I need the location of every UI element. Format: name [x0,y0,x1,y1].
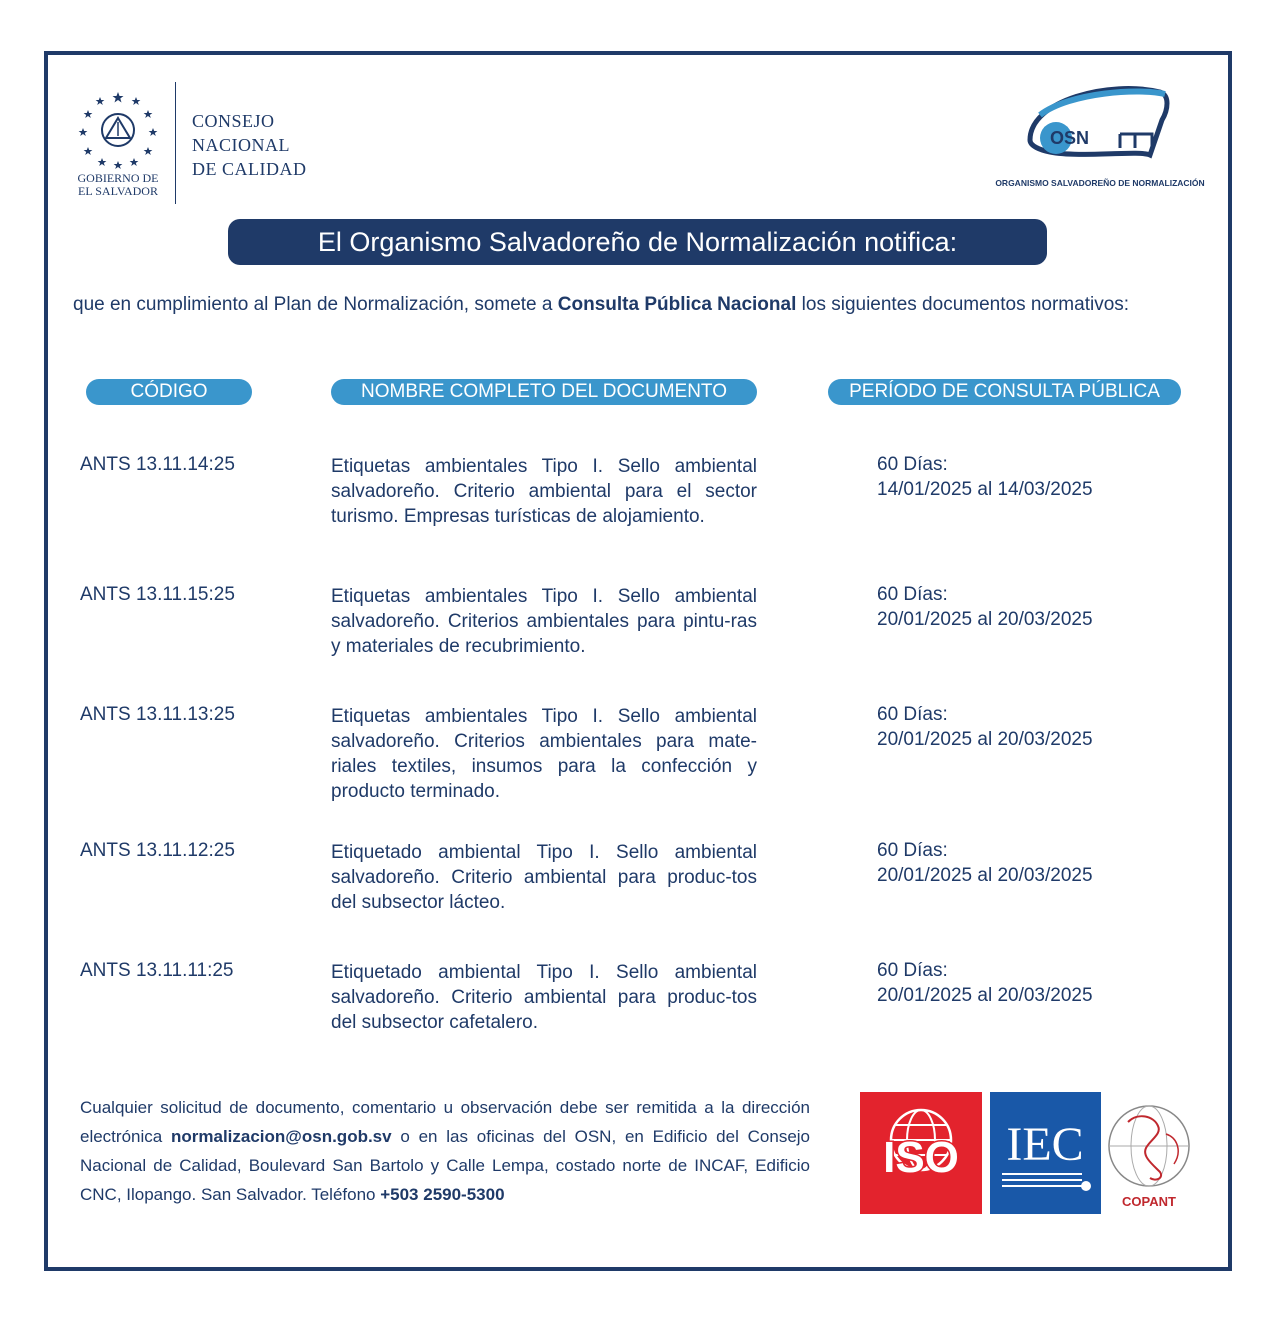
osn-logo-text: OSN [1050,128,1090,148]
iec-logo-icon [990,1092,1101,1214]
footer-text-part1: Cualquier solicitud de documento, comentario u observación debe ser remitida a la dirección electrónica [80,1098,810,1146]
column-header-code: CÓDIGO [86,379,252,405]
cnc-line3: DE CALIDAD [192,159,307,179]
contact-phone: +503 2590-5300 [380,1185,505,1204]
row-code: ANTS 13.11.15:25 [80,584,235,605]
gov-caption-line1: GOBIERNO DE [77,171,159,185]
row-period-days: 60 Días: [877,584,948,605]
row-document-name: Etiquetado ambiental Tipo I. Sello ambiental salvadoreño. Criterio ambiental para produc-tos del subsector cafetalero. [331,962,757,1033]
row-period-dates: 20/01/2025 al 20/03/2025 [877,729,1093,750]
gov-caption-line2: EL SALVADOR [78,184,158,198]
iso-logo-icon [860,1092,982,1214]
column-header-name: NOMBRE COMPLETO DEL DOCUMENTO [331,379,757,405]
row-period-dates: 20/01/2025 al 20/03/2025 [877,865,1093,886]
government-caption [70,172,166,198]
row-period [877,702,1177,752]
cnc-line1: CONSEJO [192,111,275,131]
column-header-period: PERÍODO DE CONSULTA PÚBLICA [828,379,1181,405]
footer-text-part2: o en las oficinas del OSN, en Edificio del Consejo Nacional de Calidad, Boulevard San Bartolo y Calle Lempa, costado norte de INCAF, Edificio CNC, Ilopango. San Salvador. Teléfono [80,1127,811,1204]
row-period [877,582,1177,632]
intro-text-before: que en cumplimiento al Plan de Normalización, somete a [73,294,558,315]
osn-caption: ORGANISMO SALVADOREÑO DE NORMALIZACIÓN [995,178,1205,188]
copant-logo-text: COPANT [1122,1194,1176,1209]
row-document-name: Etiquetas ambientales Tipo I. Sello ambiental salvadoreño. Criterios ambientales para pintu-ras y materiales de recubrimiento. [331,586,757,657]
intro-text-after: los siguientes documentos normativos: [796,294,1130,315]
cnc-name [192,109,307,181]
row-period-days: 60 Días: [877,840,948,861]
row-code: ANTS 13.11.13:25 [80,704,235,725]
row-period [877,838,1177,888]
intro-paragraph [73,292,1202,317]
copant-logo-icon [1106,1094,1196,1212]
cnc-line2: NACIONAL [192,135,290,155]
row-period-days: 60 Días: [877,704,948,725]
iec-logo-text: IEC [1006,1118,1084,1171]
intro-bold-text: Consulta Pública Nacional [557,294,797,315]
row-period-dates: 20/01/2025 al 20/03/2025 [877,985,1093,1006]
row-period-dates: 20/01/2025 al 20/03/2025 [877,609,1093,630]
iso-logo-text: ISO [883,1133,959,1182]
row-document-name: Etiquetas ambientales Tipo I. Sello ambiental salvadoreño. Criterio ambiental para el sector turismo. Empresas turísticas de alojamiento. [331,456,757,527]
row-code: ANTS 13.11.14:25 [80,454,235,475]
header-divider [175,82,176,204]
row-document-name: Etiquetas ambientales Tipo I. Sello ambiental salvadoreño. Criterios ambientales para mate-riales textiles, insumos para la confección y producto terminado. [331,706,757,802]
row-period-days: 60 Días: [877,960,948,981]
row-period-days: 60 Días: [877,454,948,475]
notice-title: El Organismo Salvadoreño de Normalización notifica: [228,219,1047,265]
row-code: ANTS 13.11.11:25 [80,960,234,981]
row-period-dates: 14/01/2025 al 14/03/2025 [877,479,1093,500]
row-document-name: Etiquetado ambiental Tipo I. Sello ambiental salvadoreño. Criterio ambiental para produc-tos del subsector lácteo. [331,842,757,913]
row-period [877,452,1177,502]
footer-contact-text [80,1093,810,1209]
government-emblem-icon [78,90,158,170]
contact-email-link[interactable]: normalizacion@osn.gob.sv [170,1127,392,1146]
row-code: ANTS 13.11.12:25 [80,840,235,861]
osn-logo-icon [1020,80,1180,180]
row-period [877,958,1177,1008]
